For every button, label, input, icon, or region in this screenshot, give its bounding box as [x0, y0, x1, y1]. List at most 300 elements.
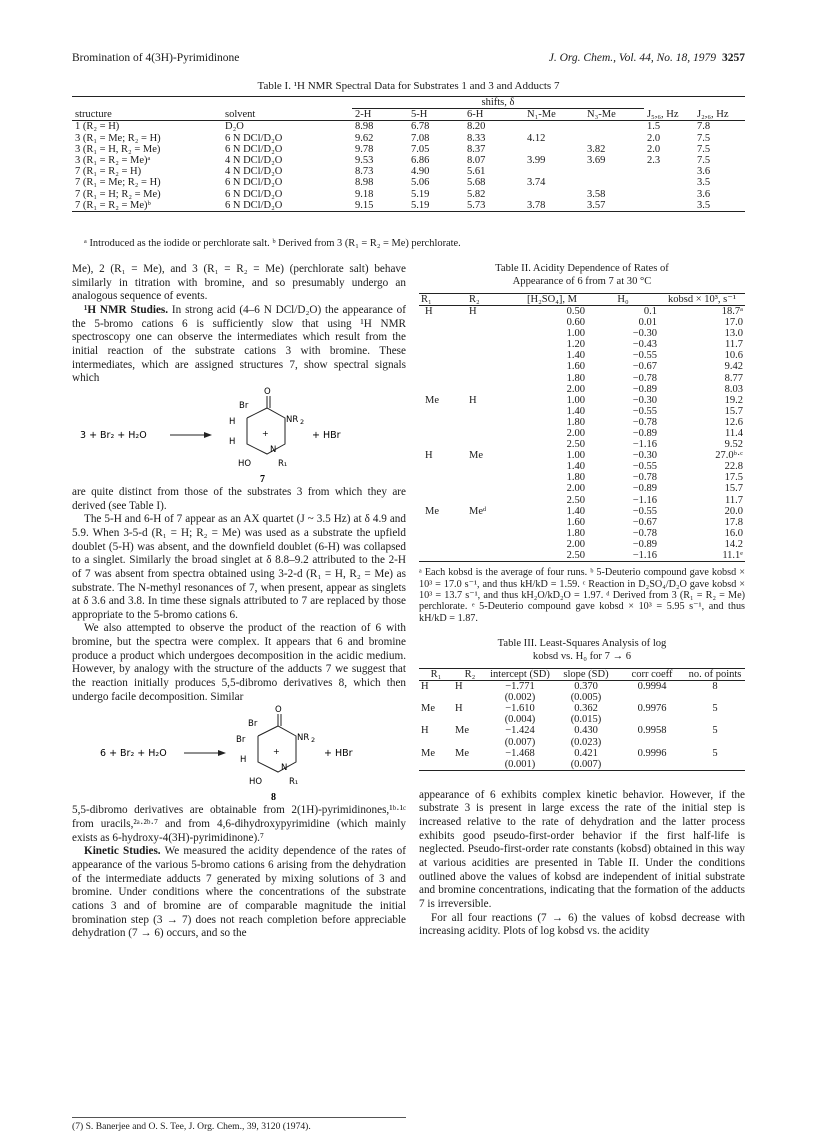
table2-cell: 12.6: [724, 416, 743, 428]
table3-cell: Me: [455, 747, 469, 759]
table2-cell: Meᵈ: [469, 505, 487, 517]
table2-cell: 15.7: [724, 405, 743, 417]
table2-cell: [467, 384, 517, 395]
table2-cell: −0.67: [632, 361, 657, 373]
reference-footnote: (7) S. Banerjee and O. S. Tee, J. Org. Chem., 39, 3120 (1974).: [72, 1117, 406, 1131]
table2-cell: 1.80: [566, 372, 585, 384]
table1-column-header: 5-H: [408, 109, 464, 121]
table1-cell: [644, 200, 694, 212]
table1-cell: 6 N DCl/D₂O: [222, 200, 352, 212]
table1-cell: 7.8: [697, 121, 711, 133]
table3-row: [419, 681, 745, 693]
table3-cell: 0.9976: [637, 703, 667, 715]
table2-cell: 2.00: [566, 538, 585, 550]
table1-column-header: J₅,₆, Hz: [644, 109, 694, 121]
table1-cell: 3 (R₁ = R₂ = Me)ᵃ: [75, 155, 151, 167]
paragraph: For all four reactions (7 → 6) the values of kobsd decrease with increasing acidity. Plots of log kobsd vs. the acidity: [419, 911, 745, 938]
table2-cell: [467, 406, 517, 417]
running-head-title: Bromination of 4(3H)-Pyrimidinone: [72, 52, 240, 64]
table2-cell: 1.40: [566, 461, 585, 473]
table1-cell: 5.19: [411, 188, 430, 200]
table2-cell: [419, 461, 467, 472]
table1-cell: 1.5: [647, 121, 661, 133]
table1-cell: 7 (R₁ = Me; R₂ = H): [75, 177, 161, 189]
table1-cell: 4.90: [411, 166, 430, 178]
table2-cell: [419, 472, 467, 483]
table2-cell: [419, 339, 467, 350]
table2-cell: 1.60: [566, 361, 585, 373]
table1-cell: 8.98: [355, 177, 374, 189]
table2-cell: [467, 495, 517, 506]
svg-text:HO: HO: [238, 458, 252, 469]
table2-cell: −1.16: [632, 439, 657, 451]
table2-cell: [419, 361, 467, 372]
table2-row: [419, 461, 745, 472]
table1-column-header: solvent: [222, 109, 352, 121]
paragraph: We also attempted to observe the product of the reaction of 6 with bromine, but the spectra were complex. It appears that 6 and bromine produce a product which undergoes decomposition in the acidic medium. However, by analogy with the structure of the adducts 7 we suggest that the reaction initially produces 5,5-dibromo derivatives 8, which then undergo facile decomposition. Similar: [72, 622, 406, 703]
table2-cell: [419, 517, 467, 528]
table2-row: [419, 539, 745, 550]
table2-row: [419, 428, 745, 439]
table2-cell: Me: [425, 394, 439, 406]
table1-cell: 7 (R₁ = R₂ = Me)ᵇ: [72, 200, 222, 212]
table1-cell: 9.62: [355, 132, 374, 144]
table2-row: [419, 361, 745, 372]
table3-column-header: corr coeff: [619, 668, 685, 680]
table3-cell: H: [455, 703, 463, 715]
scheme2-rhs: + HBr: [324, 748, 353, 760]
table2-cell: −0.78: [632, 372, 657, 384]
table3-cell: [453, 737, 487, 748]
table2-cell: 0.01: [638, 317, 657, 329]
table1-cell: [584, 133, 644, 144]
table1-cell: 3 (R₁ = H, R₂ = Me): [75, 143, 161, 155]
table3-cell: (0.007): [553, 759, 619, 771]
table2-cell: 1.00: [566, 328, 585, 340]
table2-cell: 11.7: [725, 339, 743, 351]
table2-row: [419, 550, 745, 562]
table1-cell: 2.0: [647, 132, 661, 144]
table1-cell: 2.0: [647, 143, 661, 155]
table1-cell: 5.19: [408, 200, 464, 212]
table3-cell: [619, 714, 685, 725]
table1-cell: 8.07: [467, 155, 486, 167]
table2-cell: Me: [425, 505, 439, 517]
svg-text:NR: NR: [286, 414, 299, 425]
table2-cell: [419, 328, 467, 339]
running-head-journal: J. Org. Chem., Vol. 44, No. 18, 1979 3257: [548, 52, 745, 64]
table2-column-header: R₁: [419, 293, 467, 305]
paragraph: appearance of 6 exhibits complex kinetic behavior. However, if the substrate 3 is present in large excess the rate of the initial step is increased relative to the rate of dehydration and the latter process exhibits good pseudo-first-order behavior if the first half-life is neglected. Pseudo-first-order rate constants (kobsd) obtained in this way at various acidities are presented in Table II. Under the conditions outlined above the values of kobsd are independent of initial substrate and bromine concentrations, indicating that the formation of the adducts 7 is irreversible.: [419, 788, 745, 911]
table1-row: [72, 166, 745, 177]
table1-cell: 8.98: [355, 121, 374, 133]
table2-cell: −0.89: [632, 483, 657, 495]
svg-text:NR: NR: [297, 733, 310, 744]
table1-cell: [644, 177, 694, 188]
table2-cell: 2.00: [566, 383, 585, 395]
compound-label-8: 8: [271, 792, 276, 804]
table3-cell: H: [455, 681, 463, 693]
table3-column-header: slope (SD): [553, 668, 619, 680]
running-head: [72, 51, 745, 67]
table3-cell: [619, 759, 685, 771]
table3: [419, 668, 745, 771]
table3-caption: Table III. Least-Squares Analysis of log kobsd vs. H₀ for 7 → 6: [497, 638, 667, 663]
table1-cell: 8.33: [467, 132, 486, 144]
table1-cell: 7.05: [411, 143, 430, 155]
table3-sd-row: [419, 714, 745, 725]
table1-column-header: J₂,₆, Hz: [694, 109, 745, 121]
table1-cell: 3.57: [584, 200, 644, 212]
table2-cell: −0.30: [632, 394, 657, 406]
paragraph: The 5-H and 6-H of 7 appear as an AX quartet (J ~ 3.5 Hz) at δ 4.9 and 5.9. When 3-5-d (R₁ = H; R₂ = Me) was used as a substrate the upfield doublet (5-H) was absent, and the downfield doublet (6-H) was collapsed to a singlet. Similarly the broad singlet at δ 8.8–9.2 attributed to the 2-H of 7 was absent from spectra obtained using 3-2-d (R₁ = H, R₂ = Me) as substrate. The N-methyl resonances of 7, when present, appear as singlets at δ 3.6 and 3.8. In time these signals attributed to 7 are replaced by those appropriate to the 5-bromo cations 6.: [72, 513, 406, 621]
table2-cell: Me: [469, 450, 483, 462]
table2-cell: −0.55: [632, 350, 657, 362]
table1-cell: [584, 121, 644, 133]
table2-cell: −0.67: [632, 516, 657, 528]
table2-cell: 27.0ᵇ·ᶜ: [715, 450, 743, 462]
table2-cell: −0.55: [632, 461, 657, 473]
table2-cell: [467, 417, 517, 428]
svg-text:2: 2: [300, 417, 305, 426]
table3-sd-row: [419, 759, 745, 771]
table3-cell: (0.001): [487, 759, 553, 771]
table2-cell: [467, 350, 517, 361]
table3-cell: −1.468: [505, 747, 535, 759]
table1-cell: 6.86: [411, 155, 430, 167]
table2-row: [419, 328, 745, 339]
table1-cell: 6 N DCl/D₂O: [225, 132, 283, 144]
table2-cell: 1.60: [566, 516, 585, 528]
table2-cell: 17.5: [724, 472, 743, 484]
table2-cell: [419, 428, 467, 439]
table2-cell: [419, 495, 467, 506]
table2-cell: 1.00: [566, 450, 585, 462]
table3-cell: [419, 759, 453, 771]
table2-row: [419, 373, 745, 384]
table3-sd-row: [419, 692, 745, 703]
table2-cell: −0.30: [632, 328, 657, 340]
table2-cell: −0.89: [632, 383, 657, 395]
table2-cell: [467, 528, 517, 539]
table1-cell: [524, 144, 584, 155]
table2-row: [419, 439, 745, 450]
table2-row: [419, 384, 745, 395]
table2-cell: 2.00: [566, 483, 585, 495]
table2-cell: [467, 428, 517, 439]
table1-row: [72, 177, 745, 188]
svg-text:O: O: [275, 705, 282, 716]
right-column: [419, 263, 745, 939]
table2-cell: 16.0: [724, 527, 743, 539]
table1-cell: 1 (R₂ = H): [75, 121, 120, 133]
table1-cell: 8.73: [355, 166, 374, 178]
table1-cell: 5.06: [411, 177, 430, 189]
table2-cell: [467, 550, 517, 562]
table2-cell: −0.89: [632, 538, 657, 550]
table2-row: [419, 339, 745, 350]
table1-cell: 3.5: [694, 200, 745, 212]
table2-cell: [419, 373, 467, 384]
table3-cell: [685, 737, 745, 748]
table2-column-header: [H₂SO₄], M: [517, 293, 587, 305]
table1-column-header: N₁-Me: [524, 109, 584, 121]
table3-cell: (0.004): [504, 714, 536, 726]
table3-cell: (0.007): [504, 736, 536, 748]
table3-sd-row: [419, 737, 745, 748]
table1-cell: [524, 166, 584, 177]
table3-cell: 0.421: [574, 747, 598, 759]
table2-cell: 9.52: [724, 439, 743, 451]
table2-cell: [467, 339, 517, 350]
section-head: Kinetic Studies.: [84, 845, 161, 858]
svg-text:+: +: [262, 428, 269, 438]
table3-column-header: R₂: [453, 668, 487, 680]
table2-cell: 2.50: [566, 439, 585, 451]
table1-row: [72, 144, 745, 155]
table2-cell: H: [469, 394, 477, 406]
table2-cell: [467, 461, 517, 472]
table1-cell: 3.6: [697, 188, 711, 200]
paragraph: ¹H NMR Studies. In strong acid (4–6 N DCl/D₂O) the appearance of the 5-bromo cations 6 is sufficiently slow that using ¹H NMR spectroscopy one can observe the intermediates which result from the initial reaction of the substrate cations 3 with bromine. These intermediates, which are assigned structures 7, show spectral signals which: [72, 303, 406, 385]
table3-cell: 0.9958: [637, 725, 667, 737]
table1-cell: D₂O: [225, 121, 244, 133]
table2-row: [419, 305, 745, 317]
table1-cell: 5.61: [467, 166, 486, 178]
table1-cell: 7.5: [697, 155, 711, 167]
table3-cell: [453, 692, 487, 703]
table3-cell: −1.610: [505, 703, 535, 715]
table3-cell: H: [421, 725, 429, 737]
table2-cell: 0.1: [643, 305, 657, 317]
table3-cell: (0.005): [570, 692, 602, 704]
table2-cell: 1.40: [566, 405, 585, 417]
svg-text:H: H: [229, 416, 236, 427]
reaction-scheme-2: [72, 704, 406, 804]
table2-cell: [419, 539, 467, 550]
table2-cell: [467, 472, 517, 483]
table2-cell: [419, 406, 467, 417]
table3-row: [419, 725, 745, 736]
table2-cell: [419, 528, 467, 539]
table1-row: [72, 189, 745, 200]
table2-cell: [419, 439, 467, 450]
table2-cell: [467, 517, 517, 528]
table1-column-header: 2-H: [352, 109, 408, 121]
table2-row: [419, 417, 745, 428]
table1-column-header: 6-H: [464, 109, 524, 121]
table1-cell: 7.08: [411, 132, 430, 144]
svg-text:HO: HO: [249, 777, 263, 788]
table1-row: [72, 200, 745, 212]
compound-label-7: 7: [260, 473, 265, 485]
svg-text:O: O: [264, 386, 271, 397]
table2-row: [419, 406, 745, 417]
scheme1-lhs: 3 + Br₂ + H₂O: [80, 429, 147, 441]
table1-cell: 3 (R₁ = Me; R₂ = H): [75, 132, 161, 144]
table1-cell: 8.20: [467, 121, 486, 133]
table2-cell: [467, 317, 517, 328]
table1-cell: [524, 121, 584, 133]
table1-cell: 3.6: [697, 166, 711, 178]
table2-cell: 1.40: [566, 350, 585, 362]
table2-cell: 1.80: [566, 527, 585, 539]
table2-cell: 1.80: [566, 416, 585, 428]
table1-row: [72, 121, 745, 133]
table2-cell: [419, 317, 467, 328]
paragraph: Me), 2 (R₁ = Me), and 3 (R₁ = R₂ = Me) (perchlorate salt) behave similarly in titration with bromine, and so presumably undergo an analogous sequence of events.: [72, 263, 406, 303]
table1-cell: 3.69: [587, 155, 606, 167]
svg-text:N: N: [270, 444, 277, 455]
table1-cell: 7 (R₁ = H; R₂ = Me): [75, 188, 161, 200]
table1-cell: 5.82: [467, 188, 486, 200]
table3-cell: Me: [455, 725, 469, 737]
table2-cell: 11.1ᵉ: [659, 550, 745, 562]
table3-cell: [453, 759, 487, 771]
table3-cell: H: [421, 681, 429, 693]
scheme2-lhs: 6 + Br₂ + H₂O: [100, 748, 167, 760]
table2-cell: −1.16: [632, 494, 657, 506]
table2-cell: 22.8: [724, 461, 743, 473]
table2-cell: −0.43: [632, 339, 657, 351]
paragraph: 5,5-dibromo derivatives are obtainable from 2(1H)-pyrimidinones,¹ᵇ·¹ᶜ from uracils,²ᵃ·²ᵇ·⁷ and from 4,6-dihydroxypyrimidine (which mainly exists as 6-hydroxy-4(3H)-pyrimidinone).⁷: [72, 804, 406, 844]
table2-cell: 18.7ᵃ: [721, 305, 743, 317]
table1-cell: 4 N DCl/D₂O: [225, 155, 283, 167]
table1-cell: 6.78: [411, 121, 430, 133]
table3-cell: [419, 692, 453, 703]
table3-cell: [685, 714, 745, 725]
table3-cell: 0.362: [574, 703, 598, 715]
svg-text:+: +: [273, 747, 280, 757]
table2-cell: [467, 539, 517, 550]
table3-cell: [419, 737, 453, 748]
table2-cell: 20.0: [724, 505, 743, 517]
table1-cell: [584, 177, 644, 188]
table2-cell: 8.77: [724, 372, 743, 384]
table1-cell: 3.74: [527, 177, 546, 189]
table1-cell: 5.73: [464, 200, 524, 212]
table2-cell: H: [425, 450, 433, 462]
svg-text:N: N: [281, 763, 288, 774]
table2-row: [419, 517, 745, 528]
table2-cell: 17.0: [724, 317, 743, 329]
table2: [419, 293, 745, 562]
table3-cell: [453, 714, 487, 725]
svg-text:H: H: [229, 436, 236, 447]
table1-cell: 6 N DCl/D₂O: [225, 188, 283, 200]
table3-cell: Me: [421, 747, 435, 759]
table2-cell: [467, 439, 517, 450]
table2-cell: −0.30: [632, 450, 657, 462]
table3-column-header: intercept (SD): [487, 668, 553, 680]
table2-cell: [419, 550, 467, 562]
table3-cell: 5: [712, 725, 718, 737]
table1-cell: 6 N DCl/D₂O: [225, 143, 283, 155]
table3-cell: 0.9996: [637, 747, 667, 759]
table3-row: [419, 703, 745, 714]
table2-cell: [419, 417, 467, 428]
table1-cell: [644, 166, 694, 177]
table2-row: [419, 483, 745, 494]
table2-cell: −0.55: [632, 405, 657, 417]
table1-cell: 3.99: [527, 155, 546, 167]
table2-column-header: H₀: [587, 293, 659, 305]
table1-cell: [524, 189, 584, 200]
table2-cell: 11.7: [725, 494, 743, 506]
table2-row: [419, 317, 745, 328]
table2-cell: [419, 350, 467, 361]
table2-cell: −0.78: [632, 472, 657, 484]
table3-cell: 8: [712, 681, 718, 693]
table2-caption: Table II. Acidity Dependence of Rates of Appearance of 6 from 7 at 30 °C: [495, 263, 669, 287]
table2-cell: 15.7: [724, 483, 743, 495]
table1-cell: 4.12: [527, 132, 546, 144]
table2-row: [419, 350, 745, 361]
table2-cell: −0.89: [632, 427, 657, 439]
table1-cell: 3.58: [587, 188, 606, 200]
table2-cell: [467, 373, 517, 384]
svg-text:Br: Br: [239, 400, 249, 411]
table3-cell: [619, 737, 685, 748]
svg-text:Br: Br: [248, 719, 258, 730]
table1-cell: [584, 166, 644, 177]
table1-cell: 9.53: [355, 155, 374, 167]
table1-cell: 7.5: [697, 143, 711, 155]
table2-row: [419, 395, 745, 406]
table1-cell: 3.82: [587, 143, 606, 155]
paragraph: Kinetic Studies. We measured the acidity dependence of the rates of appearance of the various 5-bromo cations 6 arising from the dehydration of the intermediate adducts 7 generated by mixing solutions of 3 and bromine. Under conditions where the concentrations of the substrate cations 3 and of bromine are of comparable magnitude the initial bromination step (3 → 7) does not reach completion before appreciable dehydration (7 → 6) occurs, and so the: [72, 845, 406, 940]
table3-cell: 0.370: [574, 681, 598, 693]
svg-text:H: H: [240, 755, 247, 766]
table1-column-header: structure: [72, 109, 222, 121]
table2-cell: 10.6: [724, 350, 743, 362]
table2-cell: −0.55: [632, 505, 657, 517]
table2-cell: H: [469, 305, 477, 317]
table3-cell: (0.023): [570, 736, 602, 748]
table1-cell: 8.37: [467, 143, 486, 155]
table3-cell: (0.015): [570, 714, 602, 726]
table2-cell: 2.50: [517, 550, 587, 562]
table2-row: [419, 495, 745, 506]
table1-caption: Table I. ¹H NMR Spectral Data for Substrates 1 and 3 and Adducts 7: [257, 80, 560, 92]
table2-cell: 1.40: [566, 505, 585, 517]
table1-column-header: N₃-Me: [584, 109, 644, 121]
table2-cell: 19.2: [724, 394, 743, 406]
svg-text:Br: Br: [236, 735, 246, 746]
svg-text:2: 2: [311, 736, 316, 745]
table2-cell: 0.50: [566, 305, 585, 317]
table2-cell: [419, 384, 467, 395]
table1-cell: 7 (R₁ = R₂ = H): [75, 166, 142, 178]
table1-cell: [644, 189, 694, 200]
table3-row: [419, 748, 745, 759]
table1: [72, 96, 745, 212]
table1-cell: 6 N DCl/D₂O: [225, 177, 283, 189]
table2-cell: 9.42: [724, 361, 743, 373]
table2-cell: 1.20: [566, 339, 585, 351]
table2-cell: 0.60: [566, 317, 585, 329]
table1-cell: 7.5: [697, 132, 711, 144]
table3-cell: 5: [712, 703, 718, 715]
table1-cell: 9.78: [355, 143, 374, 155]
paragraph: are quite distinct from those of the substrates 3 from which they are derived (see Table I).: [72, 485, 406, 512]
table2-footnote: ᵃ Each kobsd is the average of four runs. ᵇ 5-Deuterio compound gave kobsd × 10³ = 17.0 s⁻¹, and thus kH/kD = 1.59. ᶜ Reaction in D₂SO₄/D₂O gave kobsd × 10³ = 13.7 s⁻¹, and thus kH₂O/kD₂O = 1.97. ᵈ Derived from 3 (R₁ = R₂ = Me) perchlorate. ᵉ 5-Deuterio compound gave kobsd × 10³ = 5.95 s⁻¹, and thus kH/kD = 1.87.: [419, 567, 745, 624]
table2-cell: 1.80: [566, 472, 585, 484]
table2-cell: −0.78: [632, 416, 657, 428]
table2-cell: 2.50: [566, 494, 585, 506]
table2-cell: 14.2: [724, 538, 743, 550]
table1-cell: 4 N DCl/D₂O: [225, 166, 283, 178]
